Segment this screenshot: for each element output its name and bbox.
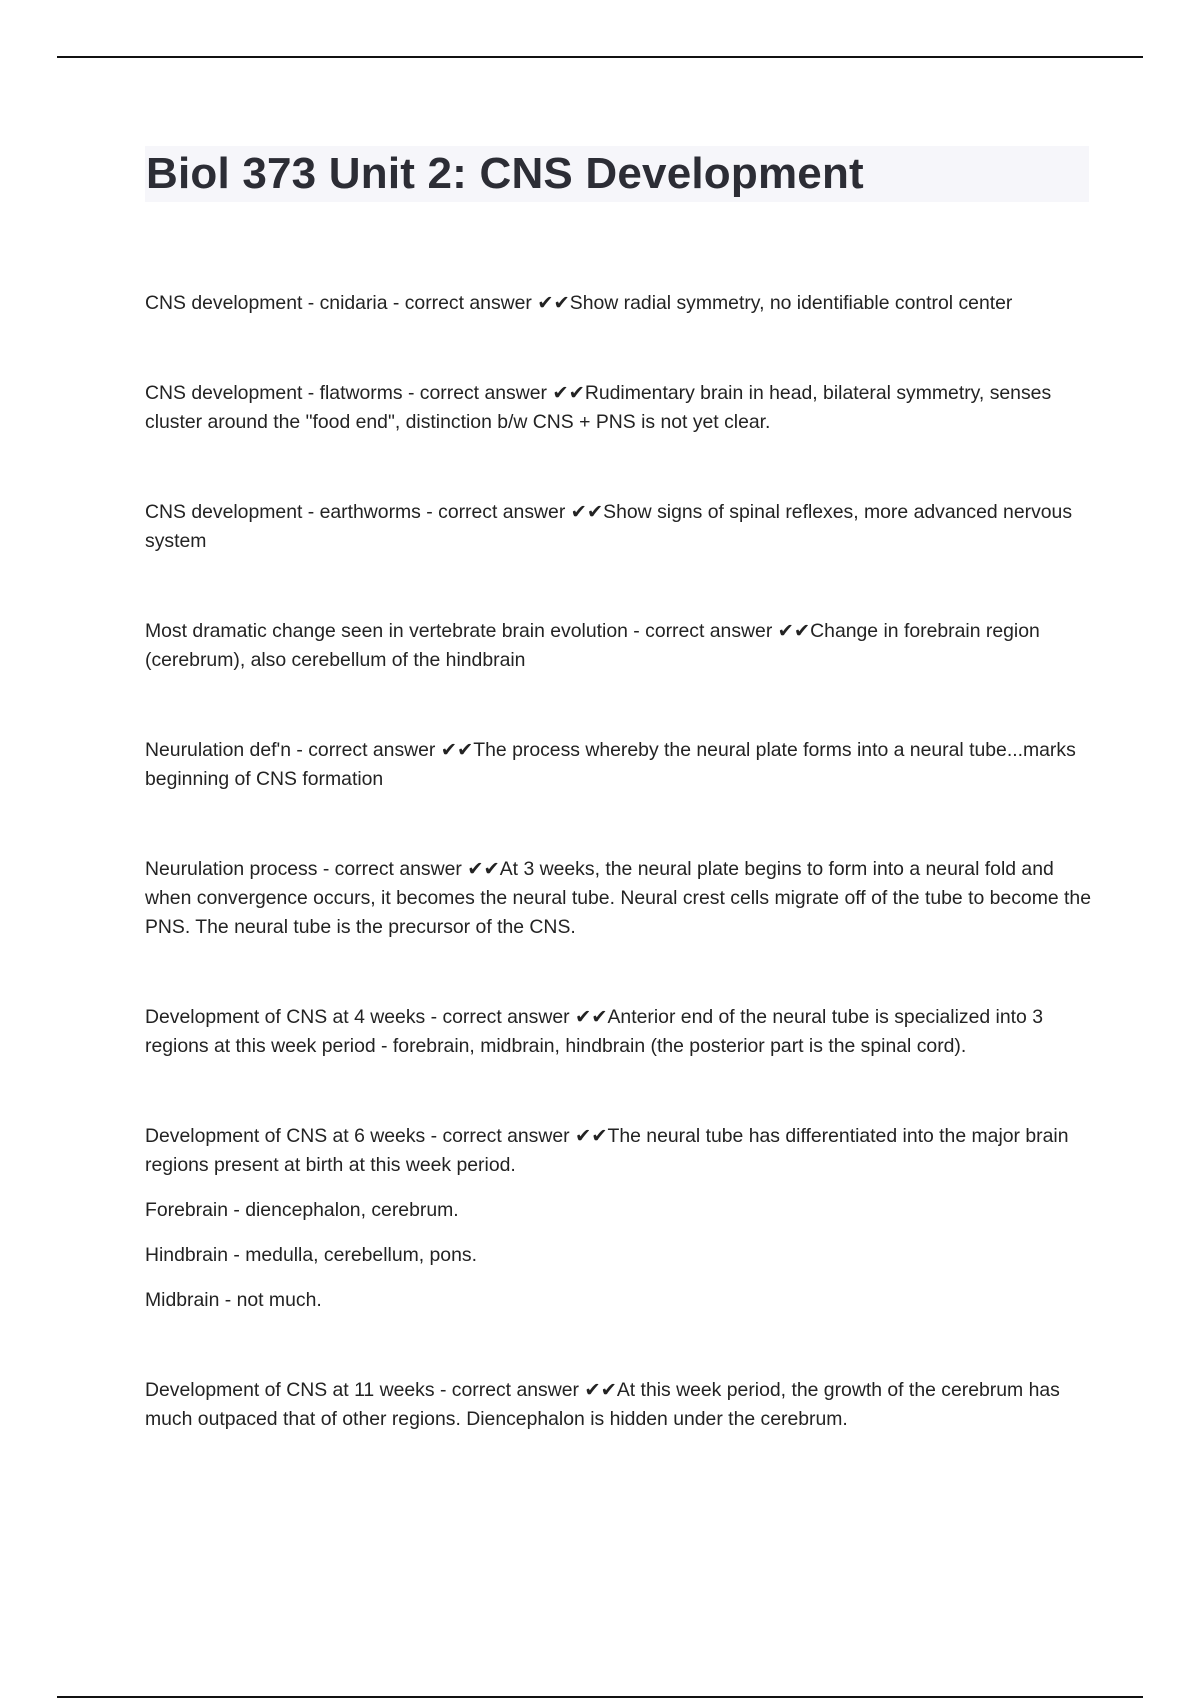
answer-text: Change in forebrain region (cerebrum), also cerebellum of the hindbrain <box>145 620 1040 671</box>
answer-text: At this week period, the growth of the cerebrum has much outpaced that of other regions. Diencephalon is hidden under the cerebrum. <box>145 1379 1060 1430</box>
page-title: Biol 373 Unit 2: CNS Development <box>146 149 864 198</box>
flashcard-entry <box>145 498 1095 556</box>
question-text: Development of CNS at 11 weeks <box>145 1379 435 1401</box>
answer-text: Rudimentary brain in head, bilateral symmetry, senses cluster around the "food end", distinction b/w CNS + PNS is not yet clear. <box>145 382 1052 433</box>
flashcard-entry <box>145 1376 1095 1434</box>
answer-separator: - correct answer ✔✔ <box>425 1125 608 1147</box>
answer-text: The process whereby the neural plate forms into a neural tube...marks beginning of CNS formation <box>145 739 1076 790</box>
flashcard-entry <box>145 1003 1095 1061</box>
flashcard-text <box>145 736 1095 794</box>
answer-text: The neural tube has differentiated into the major brain regions present at birth at this week period. <box>145 1125 1069 1176</box>
answer-detail-line: Midbrain - not much. <box>145 1289 322 1311</box>
answer-separator: - correct answer ✔✔ <box>402 382 585 404</box>
question-text: CNS development - cnidaria <box>145 292 388 314</box>
flashcard-text <box>145 617 1095 675</box>
flashcard-entry <box>145 379 1095 437</box>
answer-text: At 3 weeks, the neural plate begins to form into a neural fold and when convergence occurs, it becomes the neural tube. Neural crest cells migrate off of the tube to become the PNS. The neural tube is the precursor of the CNS. <box>145 858 1091 938</box>
answer-detail-line: Forebrain - diencephalon, cerebrum. <box>145 1199 459 1221</box>
flashcard-entry <box>145 736 1095 794</box>
question-text: Most dramatic change seen in vertebrate brain evolution <box>145 620 628 642</box>
flashcard-text <box>145 289 1095 318</box>
answer-separator: - correct answer ✔✔ <box>420 501 604 523</box>
answer-separator: - correct answer ✔✔ <box>317 858 500 880</box>
question-text: Development of CNS at 6 weeks <box>145 1125 426 1147</box>
question-text: Development of CNS at 4 weeks <box>145 1006 426 1028</box>
question-text: CNS development - flatworms <box>145 382 403 404</box>
answer-detail-line: Hindbrain - medulla, cerebellum, pons. <box>145 1244 477 1266</box>
flashcard-entry <box>145 1122 1095 1315</box>
title-block <box>145 146 1089 202</box>
answer-separator: - correct answer ✔✔ <box>627 620 811 642</box>
bottom-rule <box>57 1696 1143 1698</box>
answer-text: Show signs of spinal reflexes, more advanced nervous system <box>145 501 1073 552</box>
question-text: Neurulation process <box>145 858 318 880</box>
flashcard-text <box>145 1122 1095 1180</box>
top-rule <box>57 56 1143 58</box>
flashcard-entry <box>145 855 1095 942</box>
flashcard-entry <box>145 617 1095 675</box>
question-text: Neurulation def'n <box>145 739 291 761</box>
flashcard-text <box>145 379 1095 437</box>
flashcard-text <box>145 855 1095 942</box>
answer-separator: - correct answer ✔✔ <box>291 739 474 761</box>
answer-text: Show radial symmetry, no identifiable control center <box>569 292 1013 314</box>
flashcard-text <box>145 498 1095 556</box>
flashcard-text <box>145 1376 1095 1434</box>
flashcard-text <box>145 1003 1095 1061</box>
answer-text: Anterior end of the neural tube is specialized into 3 regions at this week period - forebrain, midbrain, hindbrain (the posterior part is the spinal cord). <box>145 1006 1043 1057</box>
answer-separator: - correct answer ✔✔ <box>425 1006 608 1028</box>
flashcard-entry <box>145 289 1095 318</box>
flashcard-list <box>145 289 1095 1495</box>
answer-separator: - correct answer ✔✔ <box>387 292 570 314</box>
answer-separator: - correct answer ✔✔ <box>434 1379 617 1401</box>
question-text: CNS development - earthworms <box>145 501 421 523</box>
